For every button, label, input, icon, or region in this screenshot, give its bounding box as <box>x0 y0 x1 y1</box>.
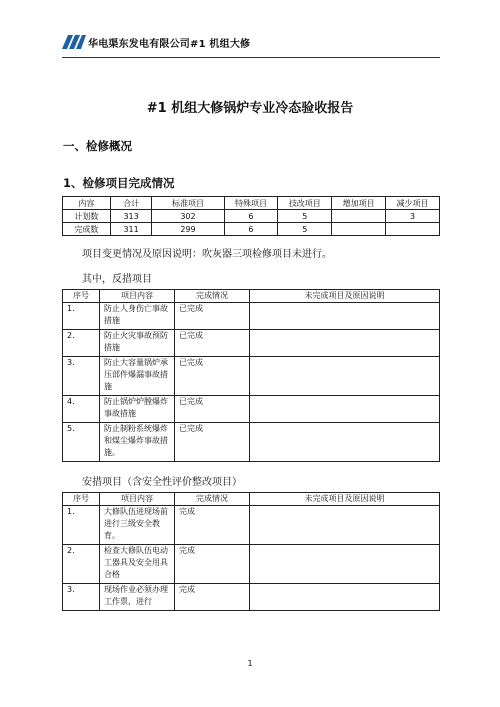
safety-cell-content: 检查大修队伍电动工器具及安全用具合格 <box>100 545 175 584</box>
safety-header-cell: 未完成项目及原因说明 <box>250 493 440 506</box>
anti-accident-table <box>62 289 440 462</box>
safety-cell-content: 大修队伍进现场前进行三级安全教育。 <box>100 506 175 545</box>
anti-cell-note <box>250 303 440 330</box>
summary-header-cell: 减少项目 <box>386 197 440 210</box>
anti-cell-note <box>250 423 440 462</box>
safety-cell-note <box>250 506 440 545</box>
summary-cell: 311 <box>110 223 152 236</box>
summary-cell <box>386 223 440 236</box>
anti-accident-label: 其中，反措项目 <box>82 274 152 285</box>
summary-cell: 完成数 <box>63 223 111 236</box>
anti-header-cell: 未完成项目及原因说明 <box>250 290 440 303</box>
anti-header-cell: 项目内容 <box>100 290 175 303</box>
safety-cell-status: 完成 <box>175 545 250 584</box>
page-header <box>62 30 440 56</box>
table-row <box>63 584 440 611</box>
summary-cell: 计划数 <box>63 210 111 223</box>
table-row <box>63 396 440 423</box>
summary-cell: 299 <box>152 223 224 236</box>
change-note: 项目变更情况及原因说明：吹灰器三项检修项目未进行。 <box>82 249 332 260</box>
anti-cell-content: 防止锅炉炉膛爆炸事故措施 <box>100 396 175 423</box>
anti-cell-status: 已完成 <box>175 303 250 330</box>
table-row <box>63 357 440 396</box>
summary-header-cell: 增加项目 <box>332 197 386 210</box>
safety-cell-no: 1. <box>63 506 100 545</box>
safety-header-cell: 完成情况 <box>175 493 250 506</box>
anti-cell-status: 已完成 <box>175 357 250 396</box>
table-row <box>63 545 440 584</box>
summary-cell: 5 <box>278 223 332 236</box>
table-row <box>63 303 440 330</box>
summary-cell: 6 <box>224 223 278 236</box>
safety-cell-no: 3. <box>63 584 100 611</box>
report-title: #1 机组大修锅炉专业冷态验收报告 <box>146 101 354 116</box>
anti-header-cell: 完成情况 <box>175 290 250 303</box>
summary-cell: 302 <box>152 210 224 223</box>
company-name: 华电渠东发电有限公司#1 机组大修 <box>88 39 251 50</box>
table-row <box>63 506 440 545</box>
anti-cell-note <box>250 357 440 396</box>
table-row <box>63 423 440 462</box>
summary-header-cell: 技改项目 <box>278 197 332 210</box>
summary-cell: 6 <box>224 210 278 223</box>
anti-cell-no: 4. <box>63 396 100 423</box>
safety-cell-no: 2. <box>63 545 100 584</box>
summary-header-cell: 特殊项目 <box>224 197 278 210</box>
summary-cell <box>332 210 386 223</box>
summary-cell: 5 <box>278 210 332 223</box>
anti-cell-status: 已完成 <box>175 330 250 357</box>
safety-cell-status: 完成 <box>175 506 250 545</box>
section-heading-overview: 一、检修概况 <box>63 139 132 153</box>
anti-cell-content: 防止火灾事故预防措施 <box>100 330 175 357</box>
anti-header-cell: 序号 <box>63 290 100 303</box>
anti-cell-no: 2. <box>63 330 100 357</box>
summary-header-row <box>63 197 440 210</box>
anti-cell-no: 5. <box>63 423 100 462</box>
page-number: 1 <box>247 659 253 668</box>
safety-cell-content: 现场作业必须办理工作票，进行 <box>100 584 175 611</box>
safety-header-row <box>63 493 440 506</box>
summary-header-cell: 合计 <box>110 197 152 210</box>
summary-cell: 313 <box>110 210 152 223</box>
safety-cell-note <box>250 545 440 584</box>
anti-cell-no: 1. <box>63 303 100 330</box>
anti-cell-content: 防止大容量锅炉承压部件爆漏事故措施 <box>100 357 175 396</box>
safety-label: 安措项目（含安全性评价整改项目） <box>82 477 242 488</box>
anti-cell-note <box>250 330 440 357</box>
anti-cell-status: 已完成 <box>175 396 250 423</box>
summary-header-cell: 标准项目 <box>152 197 224 210</box>
table-row <box>63 210 440 223</box>
safety-cell-status: 完成 <box>175 584 250 611</box>
anti-cell-content: 防止人身伤亡事故措施 <box>100 303 175 330</box>
anti-cell-status: 已完成 <box>175 423 250 462</box>
header-divider <box>62 57 440 58</box>
table-row <box>63 330 440 357</box>
summary-table <box>62 196 440 236</box>
summary-cell <box>332 223 386 236</box>
anti-cell-note <box>250 396 440 423</box>
table-row <box>63 223 440 236</box>
section-heading-completion: 1、检修项目完成情况 <box>63 176 175 190</box>
safety-header-cell: 项目内容 <box>100 493 175 506</box>
summary-cell: 3 <box>386 210 440 223</box>
anti-cell-no: 3. <box>63 357 100 396</box>
safety-table <box>62 492 440 611</box>
anti-header-row <box>63 290 440 303</box>
anti-cell-content: 防止制粉系统爆炸和煤尘爆炸事故措施。 <box>100 423 175 462</box>
summary-header-cell: 内容 <box>63 197 111 210</box>
safety-cell-note <box>250 584 440 611</box>
safety-header-cell: 序号 <box>63 493 100 506</box>
company-logo-icon <box>62 34 86 50</box>
